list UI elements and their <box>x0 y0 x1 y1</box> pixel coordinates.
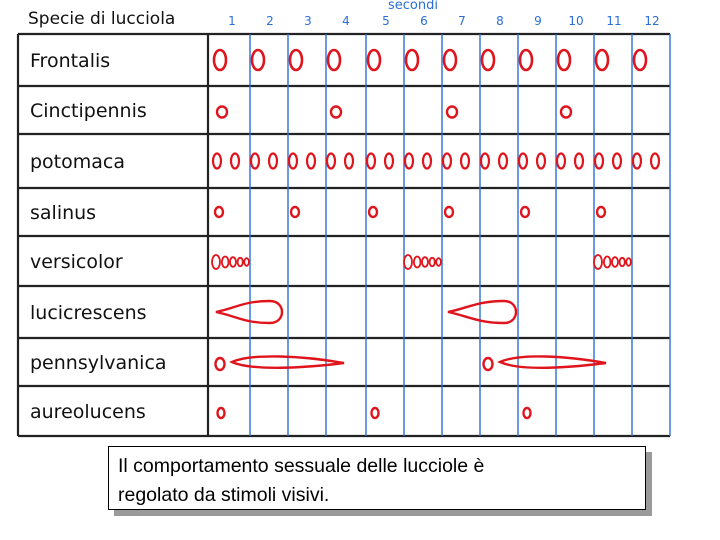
second-label: 2 <box>266 14 274 28</box>
caption-box <box>108 446 646 510</box>
flash-mark <box>213 154 221 169</box>
caption-line-1: Il comportamento sessuale delle lucciole è <box>118 455 485 477</box>
flash-mark <box>215 207 223 217</box>
flash-mark <box>499 154 507 169</box>
second-label: 8 <box>496 14 504 28</box>
flash-mark <box>404 255 412 269</box>
flash-mark <box>291 207 299 217</box>
second-label: 5 <box>382 14 390 28</box>
second-label: 10 <box>568 14 584 28</box>
flash-mark <box>430 258 435 266</box>
species-name: potomaca <box>30 151 125 173</box>
flash-mark <box>218 408 225 418</box>
flash-mark <box>216 301 282 323</box>
flash-mark <box>537 154 545 169</box>
flash-mark <box>238 258 243 266</box>
flash-mark <box>368 50 380 70</box>
flash-mark <box>372 408 379 418</box>
flash-mark <box>422 257 428 267</box>
flash-mark <box>331 107 341 118</box>
flash-mark <box>445 207 453 217</box>
flash-mark <box>230 257 236 267</box>
flash-mark <box>385 154 393 169</box>
flash-mark <box>561 107 571 118</box>
flash-mark <box>307 154 315 169</box>
second-label: 4 <box>342 14 350 28</box>
species-name: versicolor <box>30 251 123 273</box>
flash-mark <box>604 257 611 268</box>
flash-mark <box>633 154 641 169</box>
second-label: 12 <box>644 14 660 28</box>
flash-mark <box>447 107 457 118</box>
flash-mark <box>634 50 646 70</box>
flash-mark <box>626 258 631 266</box>
flash-mark <box>612 257 618 267</box>
flash-mark <box>482 50 494 70</box>
flash-mark <box>521 207 529 217</box>
flash-mark <box>251 154 259 169</box>
flash-mark <box>328 50 340 70</box>
flash-mark <box>500 356 606 367</box>
flash-mark <box>448 301 516 323</box>
flash-mark <box>558 50 570 70</box>
flash-mark <box>222 257 229 268</box>
flash-mark <box>444 50 456 70</box>
flash-mark <box>290 50 302 70</box>
flash-mark <box>405 154 413 169</box>
second-label: 9 <box>534 14 542 28</box>
flash-mark <box>345 154 353 169</box>
flash-mark <box>436 258 441 266</box>
flash-mark <box>519 154 527 169</box>
species-name: aureolucens <box>30 401 146 423</box>
flash-mark <box>651 154 659 169</box>
flash-mark <box>575 154 583 169</box>
flash-mark <box>406 50 418 70</box>
flash-mark <box>597 207 605 217</box>
flash-mark <box>214 50 226 70</box>
caption-line-2: regolato da stimoli visivi. <box>118 484 330 506</box>
species-name: pennsylvanica <box>30 352 167 374</box>
flash-mark <box>217 107 227 118</box>
time-grid <box>18 34 670 436</box>
flash-mark <box>443 154 451 169</box>
seconds-tick-labels <box>228 14 659 28</box>
flash-mark <box>484 358 493 370</box>
second-label: 3 <box>304 14 312 28</box>
flash-mark <box>244 258 249 266</box>
flash-mark <box>620 258 625 266</box>
flash-mark <box>461 154 469 169</box>
flash-mark <box>414 257 421 268</box>
seconds-header: secondi <box>388 0 438 13</box>
species-name: salinus <box>30 202 97 224</box>
flash-mark <box>327 154 335 169</box>
second-label: 1 <box>228 14 236 28</box>
flash-mark <box>231 154 239 169</box>
flash-mark <box>613 154 621 169</box>
flash-mark <box>596 50 608 70</box>
species-header: Specie di lucciola <box>28 9 176 29</box>
flash-mark <box>594 255 602 269</box>
flash-mark <box>216 358 225 370</box>
flash-mark <box>289 154 297 169</box>
second-label: 6 <box>420 14 428 28</box>
second-label: 7 <box>458 14 466 28</box>
flash-mark <box>423 154 431 169</box>
flash-mark <box>269 154 277 169</box>
species-name: lucicrescens <box>30 302 147 324</box>
flash-mark <box>212 255 220 269</box>
species-name: Cinctipennis <box>30 100 147 122</box>
second-label: 11 <box>606 14 622 28</box>
flash-mark <box>520 50 532 70</box>
flash-mark <box>557 154 565 169</box>
flash-mark <box>369 207 377 217</box>
flash-patterns <box>212 50 659 418</box>
flash-mark <box>481 154 489 169</box>
species-name: Frontalis <box>30 50 111 72</box>
flash-mark <box>367 154 375 169</box>
flash-mark <box>524 408 531 418</box>
flash-mark <box>595 154 603 169</box>
flash-mark <box>252 50 264 70</box>
